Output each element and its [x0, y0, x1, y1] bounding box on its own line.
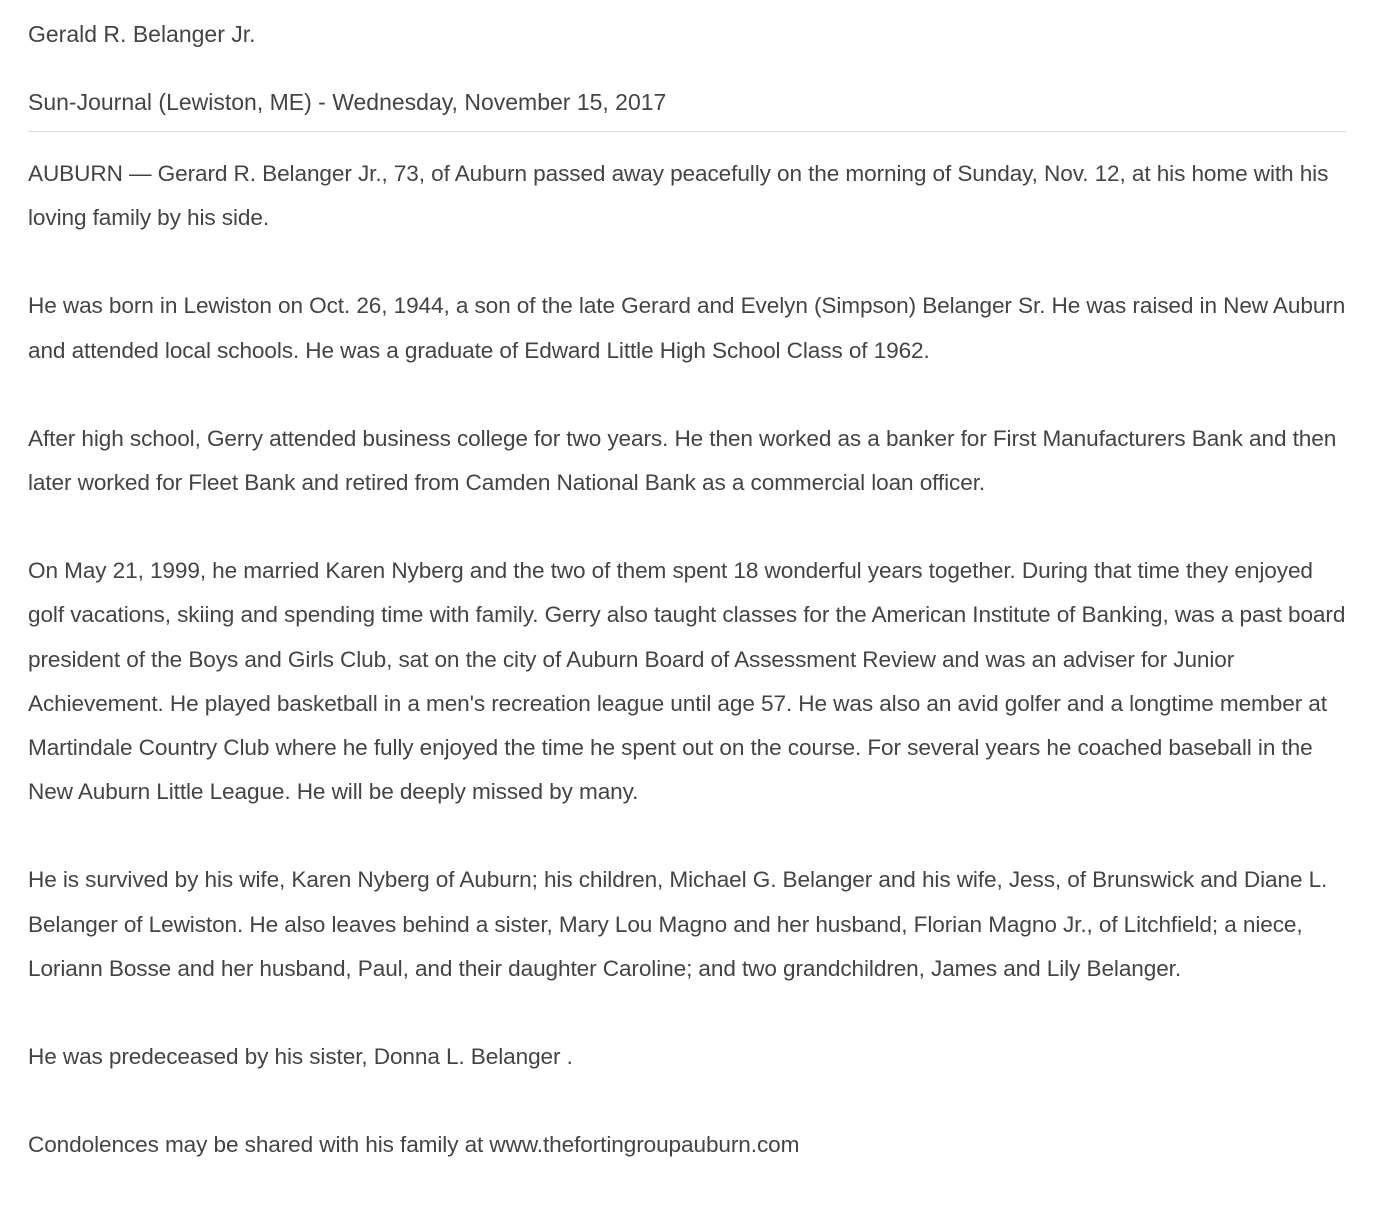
- paragraph-family-life: On May 21, 1999, he married Karen Nyberg and the two of them spent 18 wonderful years together. During that time they enjoyed golf vacations, skiing and spending time with family. Gerry also taught classes for the American Institute of Banking, was a past board president of the Boys and Girls Club, sat on the city of Auburn Board of Assessment Review and was an adviser for Junior Achievement. He played basketball in a men's recreation league until age 57. He was also an avid golfer and a longtime member at Martindale Country Club where he fully enjoyed the time he spent out on the course. For several years he coached baseball in the New Auburn Little League. He will be deeply missed by many.: [28, 558, 1346, 805]
- obituary-source: Sun-Journal (Lewiston, ME) - Wednesday, November 15, 2017: [28, 89, 667, 115]
- paragraph-condolences: Condolences may be shared with his family at www.thefortingroupauburn.com: [28, 1132, 800, 1158]
- obituary-body: [28, 152, 1353, 1211]
- paragraph-early-life: He was born in Lewiston on Oct. 26, 1944, a son of the late Gerard and Evelyn (Simpson) Belanger Sr. He was raised in New Auburn and attended local schools. He was a graduate of Edward Little High School Class of 1962.: [28, 293, 1346, 363]
- paragraph-predeceased: He was predeceased by his sister, Donna L. Belanger .: [28, 1044, 573, 1070]
- paragraph-survivors: He is survived by his wife, Karen Nyberg of Auburn; his children, Michael G. Belanger and his wife, Jess, of Brunswick and Diane L. Belanger of Lewiston. He also leaves behind a sister, Mary Lou Magno and her husband, Florian Magno Jr., of Litchfield; a niece, Loriann Bosse and her husband, Paul, and their daughter Caroline; and two grandchildren, James and Lily Belanger.: [28, 867, 1328, 981]
- obituary-name: Gerald R. Belanger Jr.: [28, 21, 256, 47]
- paragraph-death-notice: AUBURN — Gerard R. Belanger Jr., 73, of Auburn passed away peacefully on the morning of Sunday, Nov. 12, at his home with his loving family by his side.: [28, 161, 1329, 231]
- header-divider: [28, 131, 1346, 132]
- paragraph-career: After high school, Gerry attended business college for two years. He then worked as a banker for First Manufacturers Bank and then later worked for Fleet Bank and retired from Camden National Bank as a commercial loan officer.: [28, 425, 1337, 496]
